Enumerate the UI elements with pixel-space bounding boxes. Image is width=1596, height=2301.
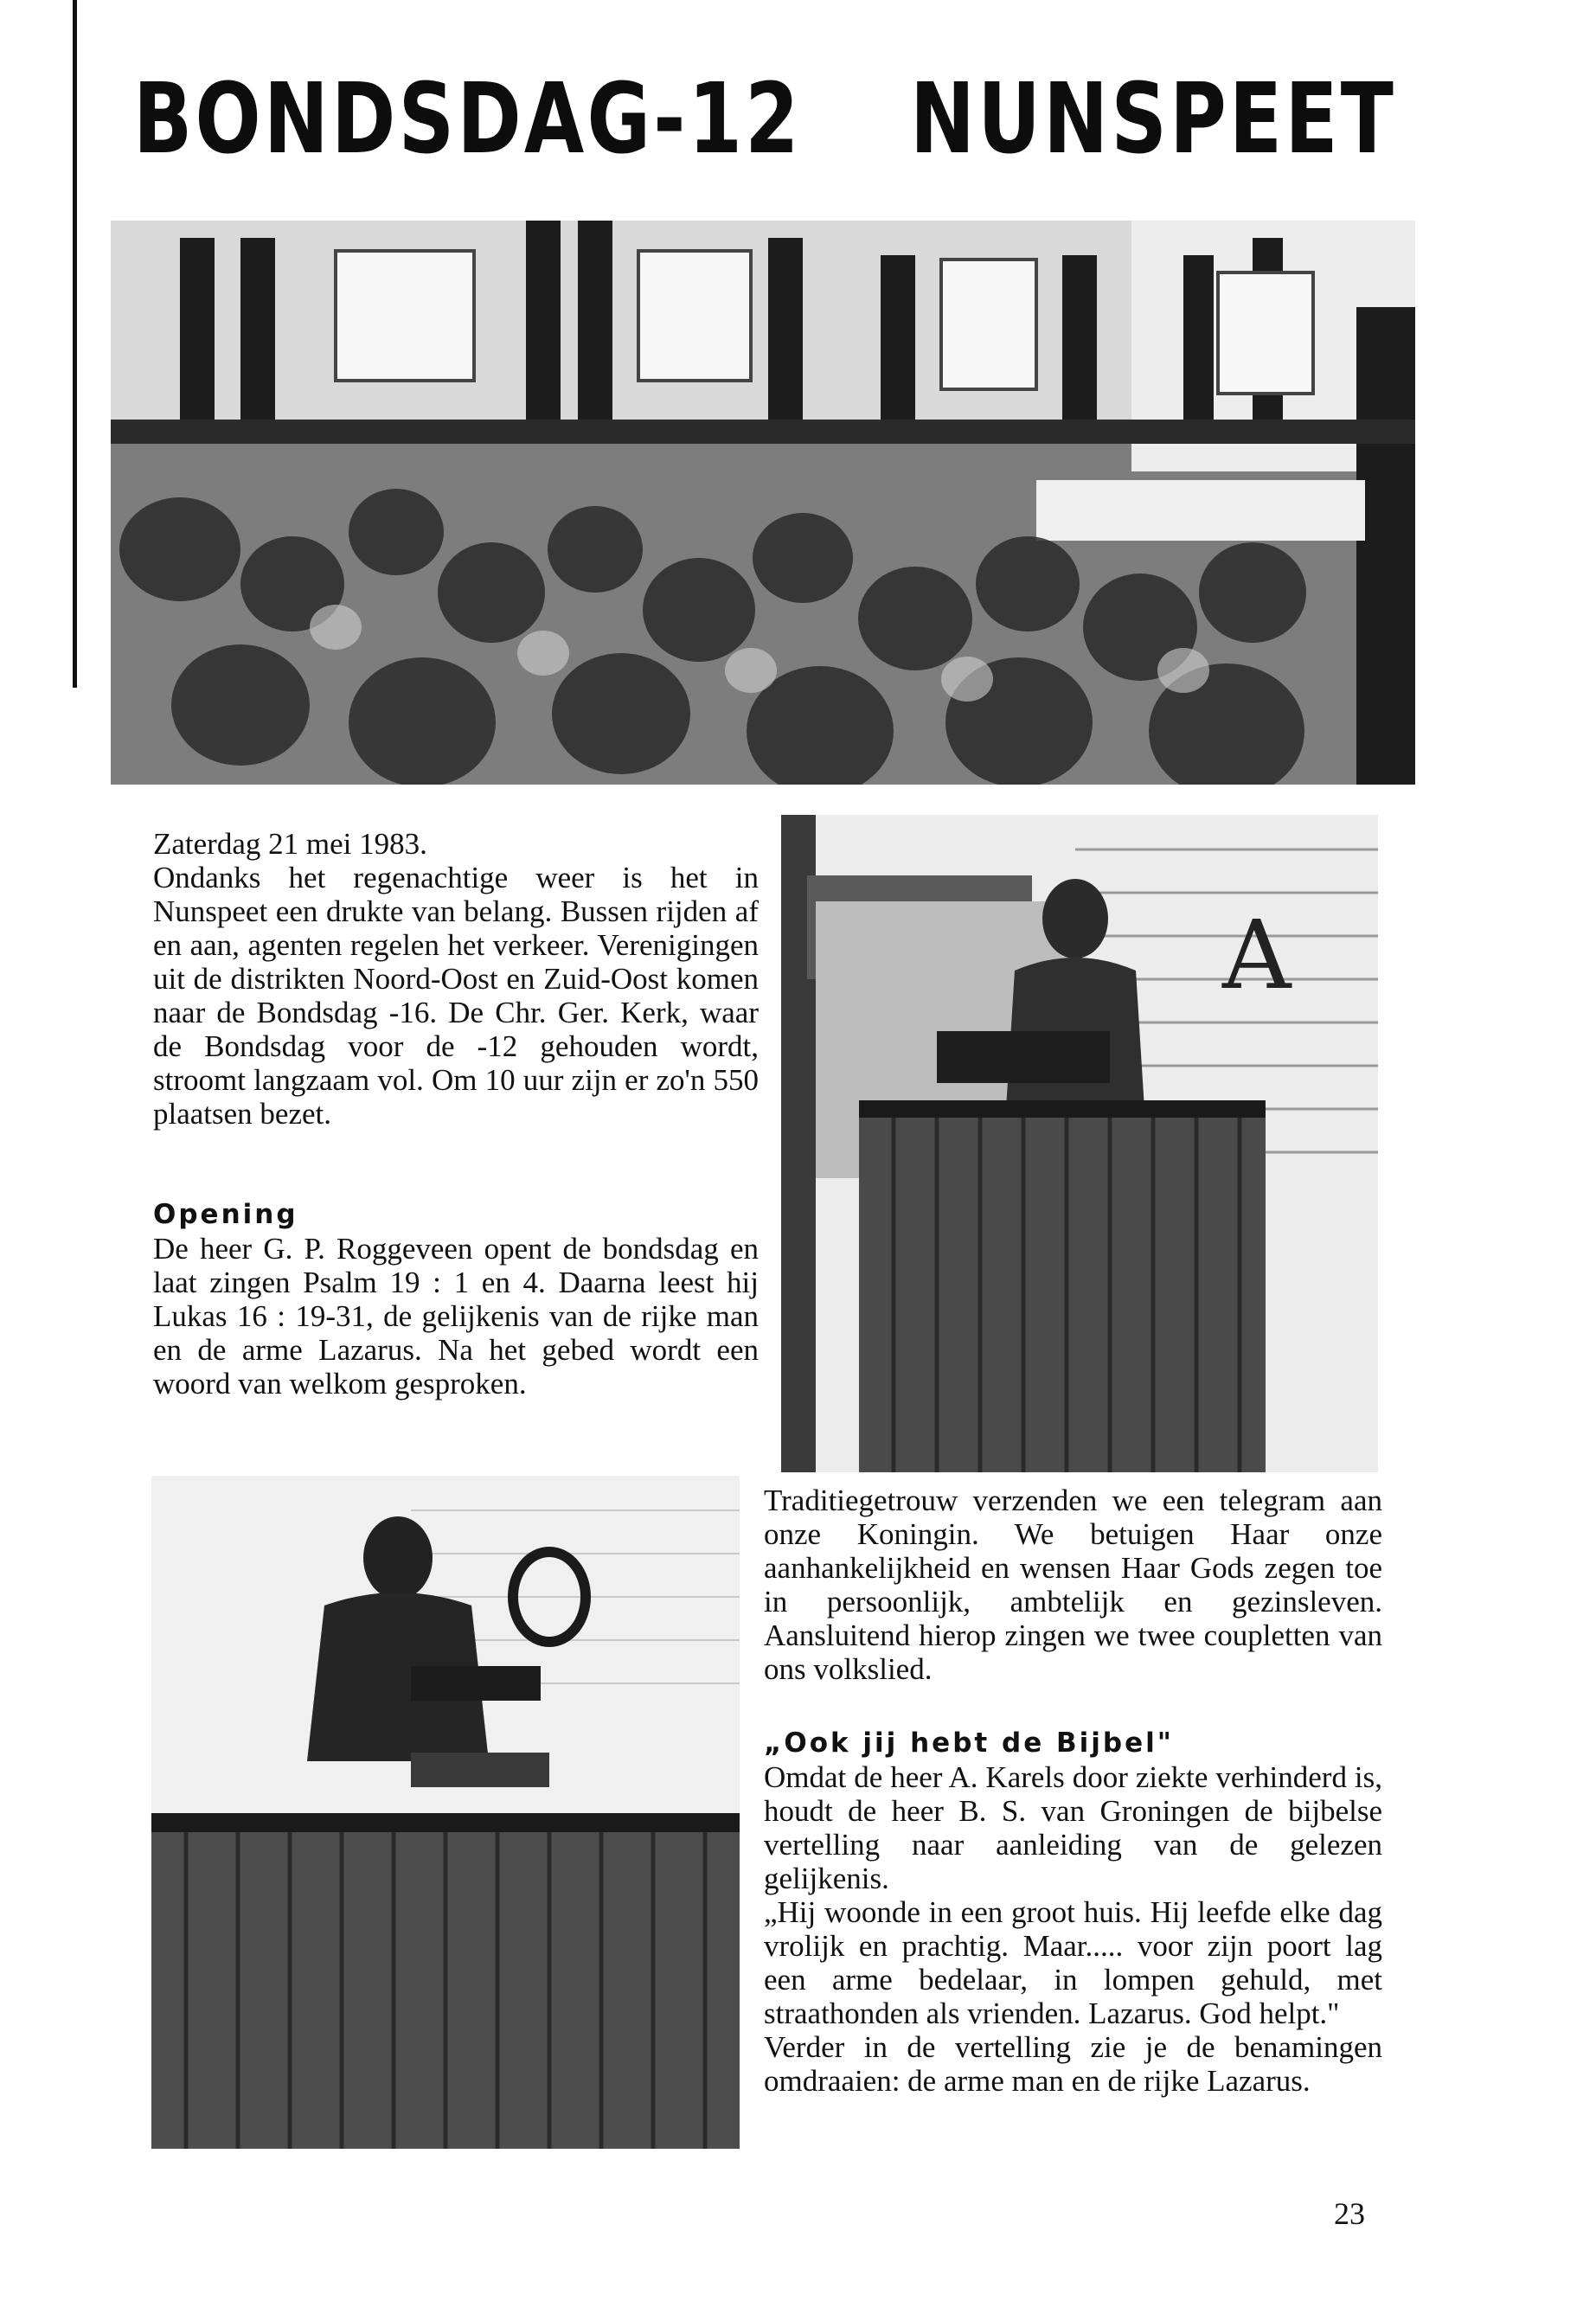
page-number: 23 xyxy=(1334,2196,1365,2231)
bible-heading: „Ook jij hebt de Bijbel" xyxy=(764,1727,1174,1759)
bible-paragraph: Verder in de vertelling zie je de benamingen omdraaien: de arme man en de rijke Lazarus. xyxy=(764,2030,1382,2098)
bible-section xyxy=(764,1727,1382,2098)
photo-congregation xyxy=(111,221,1415,785)
speaker-lectern-illustration xyxy=(781,815,1378,1472)
intro-text xyxy=(153,827,759,1131)
bible-paragraph: Omdat de heer A. Karels door ziekte verhinderd is, houdt de heer B. S. van Groningen de bijbelse vertelling naar aanleiding van de gelezen gelijkenis. xyxy=(764,1760,1382,1895)
speaker-pulpit-illustration xyxy=(151,1476,740,2149)
telegram-section xyxy=(764,1484,1382,1686)
congregation-illustration xyxy=(111,221,1415,785)
headline-nunspeet: NUNSPEET xyxy=(910,63,1397,176)
opening-body: De heer G. P. Roggeveen opent de bondsdag en laat zingen Psalm 19 : 1 en 4. Daarna leest hij Lukas 16 : 19-31, de gelijkenis van de rijke man en de arme Lazarus. Na het gebed wordt een woord van welkom gesproken. xyxy=(153,1232,759,1400)
headline-bondsdag: BONDSDAG-12 xyxy=(133,63,802,176)
opening-section xyxy=(153,1198,759,1400)
margin-rule xyxy=(73,0,77,688)
photo-speaker-lectern xyxy=(781,815,1378,1472)
wall-letter: A xyxy=(1222,900,1292,1010)
photo-speaker-pulpit xyxy=(151,1476,740,2149)
telegram-body: Traditiegetrouw verzenden we een telegram aan onze Koningin. We betuigen Haar onze aanhankelijkheid en wensen Haar Gods zegen toe in persoonlijk, ambtelijk en gezinsleven. Aansluitend hierop zingen we twee coupletten van ons volkslied. xyxy=(764,1484,1382,1686)
opening-heading: Opening xyxy=(153,1199,298,1230)
intro-body: Ondanks het regenachtige weer is het in Nunspeet een drukte van belang. Bussen rijden af en aan, agenten regelen het verkeer. Verenigingen uit de distrikten Noord-Oost en Zuid-Oost komen naar de Bondsdag -16. De Chr. Ger. Kerk, waar de Bondsdag voor de -12 gehouden wordt, stroomt langzaam vol. Om 10 uur zijn er zo'n 550 plaatsen bezet. xyxy=(153,861,759,1131)
intro-date: Zaterdag 21 mei 1983. xyxy=(153,827,427,861)
bible-paragraph: „Hij woonde in een groot huis. Hij leefde elke dag vrolijk en prachtig. Maar..... voor zijn poort lag een arme bedelaar, in lompen gehuld, met straathonden als vrienden. Lazarus. God helpt." xyxy=(764,1895,1382,2030)
